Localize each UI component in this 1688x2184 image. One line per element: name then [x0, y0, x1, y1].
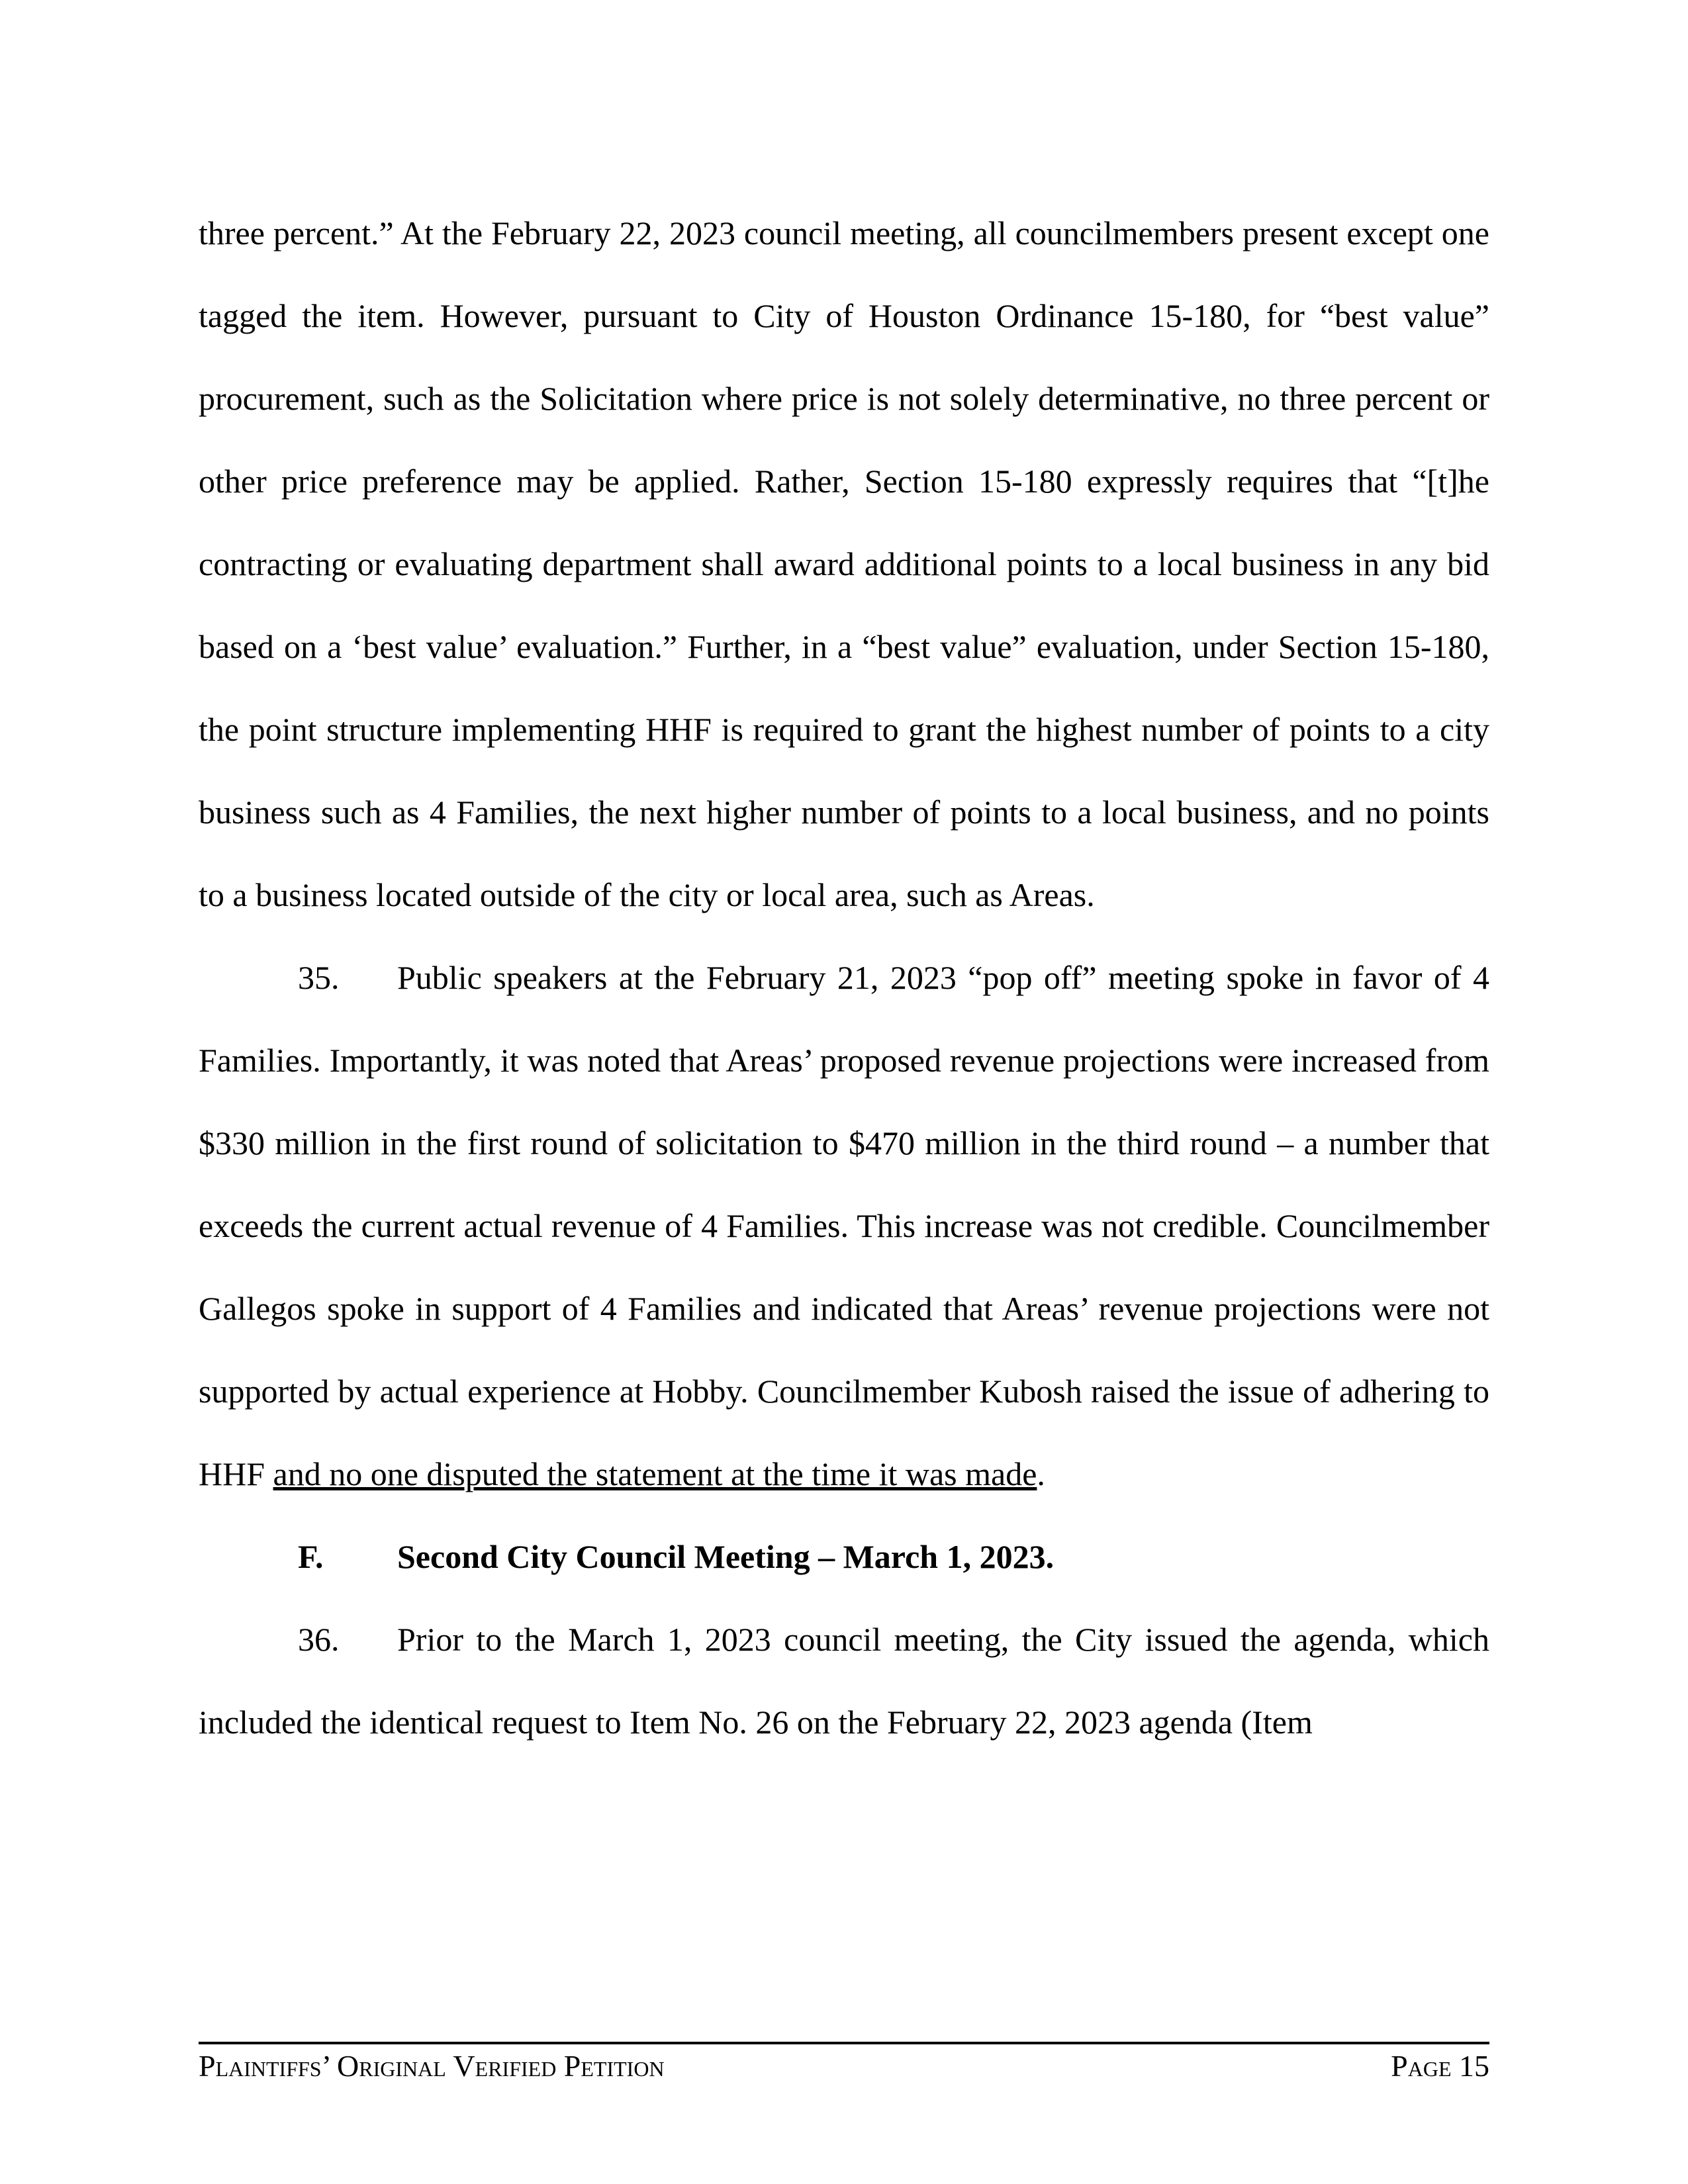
footer-page-number: Page 15: [1391, 2049, 1489, 2083]
section-f-letter: F.: [298, 1538, 324, 1575]
paragraph-36-number: 36.: [298, 1621, 340, 1658]
footer-document-title: Plaintiffs’ Original Verified Petition: [199, 2049, 665, 2083]
section-f-heading: [199, 1516, 1489, 1598]
paragraph-36: [199, 1598, 1489, 1764]
footer-divider: [199, 2042, 1489, 2044]
body-text: [199, 192, 1489, 1764]
section-f-title: Second City Council Meeting – March 1, 2023.: [397, 1538, 1055, 1575]
paragraph-35-number: 35.: [298, 959, 340, 996]
paragraph-35-end: .: [1037, 1455, 1045, 1492]
paragraph-34-continued: [199, 192, 1489, 936]
paragraph-34-text: three percent.” At the February 22, 2023 council meeting, all councilmembers present except one tagged the item. However, pursuant to City of Houston Ordinance 15-180, for “best value” procurement, such as the Solicitation where price is not solely determinative, no three percent or other price preference may be applied. Rather, Section 15-180 expressly requires that “[t]he contracting or evaluating department shall award additional points to a local business in any bid based on a ‘best value’ evaluation.” Further, in a “best value” evaluation, under Section 15-180, the point structure implementing HHF is required to grant the highest number of points to a city business such as 4 Families, the next higher number of points to a local business, and no points to a business located outside of the city or local area, such as Areas.: [199, 214, 1489, 913]
paragraph-35: [199, 936, 1489, 1516]
paragraph-36-text: Prior to the March 1, 2023 council meeting, the City issued the agenda, which included the identical request to Item No. 26 on the February 22, 2023 agenda (Item: [199, 1621, 1489, 1741]
paragraph-35-underlined-text: and no one disputed the statement at the time it was made: [273, 1455, 1037, 1492]
paragraph-35-text: Public speakers at the February 21, 2023 “pop off” meeting spoke in favor of 4 Families. Importantly, it was noted that Areas’ proposed revenue projections were increased from $330 million in the first round of solicitation to $470 million in the third round – a number that exceeds the current actual revenue of 4 Families. This increase was not credible. Councilmember Gallegos spoke in support of 4 Families and indicated that Areas’ revenue projections were not supported by actual experience at Hobby. Councilmember Kubosh raised the issue of adhering to HHF: [199, 959, 1489, 1492]
